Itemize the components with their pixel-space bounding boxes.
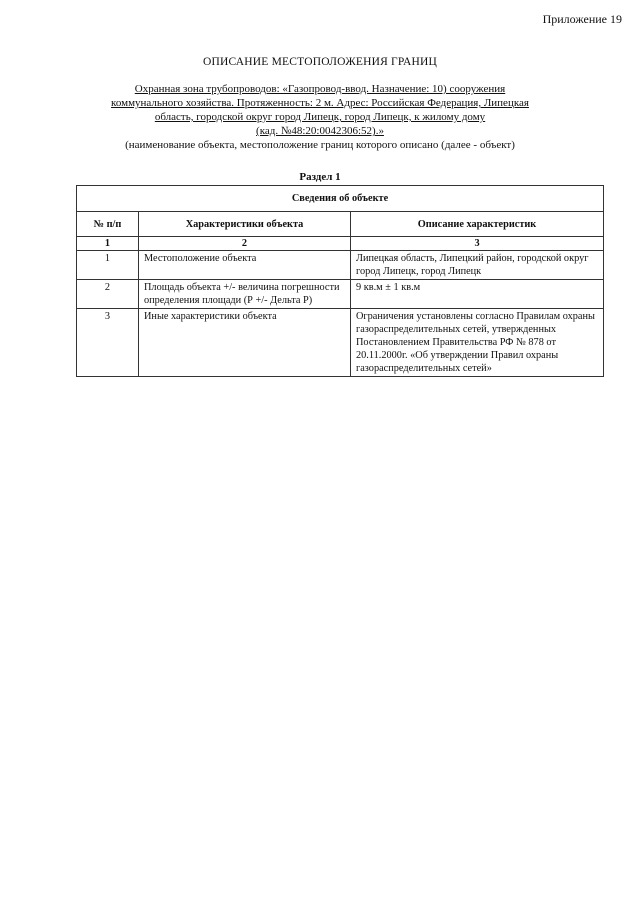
column-number: 1	[77, 237, 139, 251]
row-characteristic: Иные характеристики объекта	[139, 309, 351, 377]
row-number: 2	[77, 280, 139, 309]
column-header-characteristic: Характеристики объекта	[139, 212, 351, 237]
object-description	[70, 82, 570, 152]
appendix-label: Приложение 19	[542, 12, 622, 26]
row-characteristic: Площадь объекта +/- величина погрешности определения площади (Р +/- Дельта Р)	[139, 280, 351, 309]
object-line: Охранная зона трубопроводов: «Газопровод-ввод. Назначение: 10) сооружения	[134, 83, 506, 95]
table-row	[77, 280, 604, 309]
column-number: 3	[351, 237, 604, 251]
row-characteristic: Местоположение объекта	[139, 251, 351, 280]
object-line: коммунального хозяйства. Протяженность: 2 м. Адрес: Российская Федерация, Липецкая	[111, 97, 529, 109]
table-caption: Сведения об объекте	[77, 186, 604, 212]
column-header-number: № п/п	[77, 212, 139, 237]
object-info-table	[76, 185, 604, 377]
column-number: 2	[139, 237, 351, 251]
table-row	[77, 251, 604, 280]
object-line: (кад. №48:20:0042306:52).»	[256, 125, 384, 137]
column-header-description: Описание характеристик	[351, 212, 604, 237]
row-number: 3	[77, 309, 139, 377]
object-note: (наименование объекта, местоположение границ которого описано (далее - объект)	[125, 139, 515, 151]
object-line: область, городской округ город Липецк, город Липецк, к жилому дому	[154, 111, 486, 123]
row-description: 9 кв.м ± 1 кв.м	[351, 280, 604, 309]
row-description: Липецкая область, Липецкий район, городской округ город Липецк, город Липецк	[351, 251, 604, 280]
row-description: Ограничения установлены согласно Правилам охраны газораспределительных сетей, утвержденных Постановлением Правительства РФ № 878 от 20.11.2000г. «Об утверждении Правил охраны газораспределительных сетей»	[351, 309, 604, 377]
table-row	[77, 309, 604, 377]
section-title: Раздел 1	[299, 171, 341, 183]
document-title: ОПИСАНИЕ МЕСТОПОЛОЖЕНИЯ ГРАНИЦ	[202, 56, 438, 68]
row-number: 1	[77, 251, 139, 280]
